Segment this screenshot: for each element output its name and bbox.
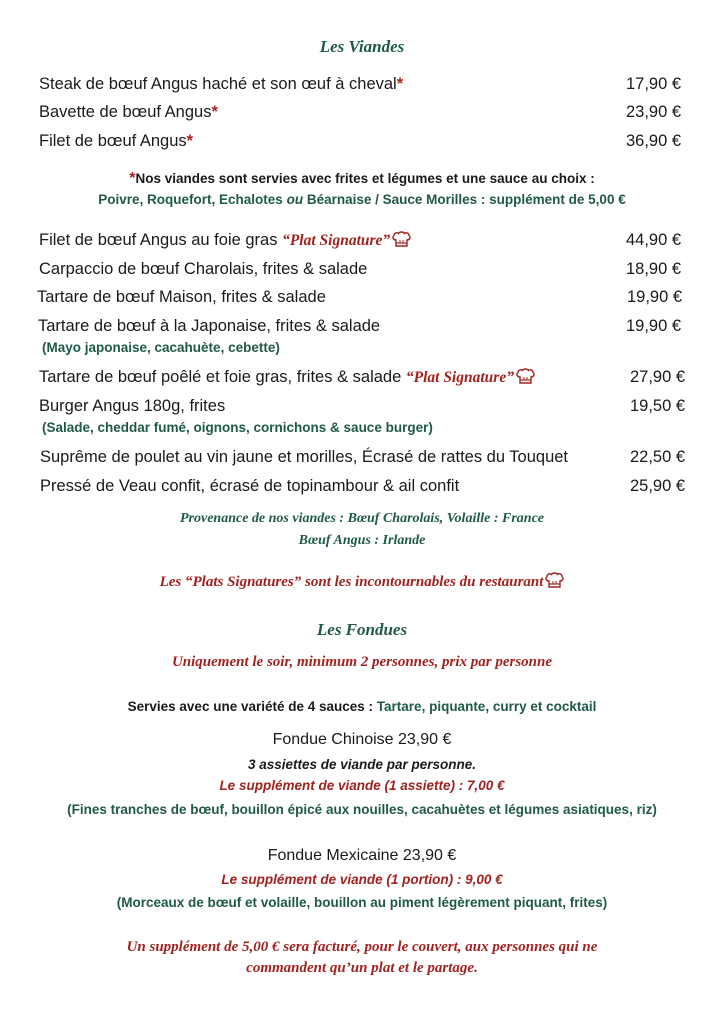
item-price: 23,90 €	[626, 103, 682, 121]
sauce-options-a: Poivre, Roquefort, Echalotes	[98, 192, 287, 207]
fondue-chinoise-name: Fondue Chinoise 23,90 €	[272, 731, 452, 748]
menu-item: Tartare de bœuf Maison, frites & salade	[37, 288, 326, 306]
fondues-subtitle: Uniquement le soir, minimum 2 personnes, prix par personne	[171, 654, 553, 670]
menu-item	[39, 368, 535, 387]
item-name: Steak de bœuf Angus haché et son œuf à cheval	[39, 75, 397, 93]
item-name: Filet de bœuf Angus	[39, 132, 187, 150]
fondue-chinoise-detail: 3 assiettes de viande par personne.	[247, 757, 477, 772]
menu-item	[39, 75, 403, 94]
fondue-mexicaine-desc: (Morceaux de bœuf et volaille, bouillon au piment légèrement piquant, frites)	[116, 895, 608, 910]
item-name: Bavette de bœuf Angus	[39, 103, 212, 121]
item-price: 25,90 €	[630, 477, 686, 495]
sauces-label: Servies avec une variété de 4 sauces :	[127, 699, 377, 714]
star-marker: *	[211, 103, 218, 121]
section-title-viandes: Les Viandes	[319, 37, 405, 56]
couvert-note-line2: commandent qu’un plat et le partage.	[246, 960, 478, 976]
signature-label: “Plat Signature”	[405, 369, 514, 386]
item-name: Tartare de bœuf poêlé et foie gras, frites & salade	[39, 368, 406, 386]
sauces-list: Tartare, piquante, curry et cocktail	[376, 699, 597, 714]
chef-hat-icon	[392, 231, 411, 247]
item-price: 36,90 €	[626, 132, 682, 150]
sauce-options-c: Béarnaise / Sauce Morilles : supplément de 5,00 €	[303, 192, 626, 207]
item-sub: (Salade, cheddar fumé, oignons, cornichons & sauce burger)	[42, 420, 433, 435]
menu-item	[39, 132, 193, 151]
chef-hat-icon	[516, 368, 535, 384]
sauce-note	[0, 170, 724, 188]
sauce-note-line1: Nos viandes sont servies avec frites et légumes et une sauce au choix :	[135, 171, 595, 186]
sauces-line	[0, 698, 724, 716]
menu-item: Burger Angus 180g, frites	[39, 397, 226, 415]
fondue-mexicaine-name: Fondue Mexicaine 23,90 €	[267, 847, 457, 864]
item-sub: (Mayo japonaise, cacahuète, cebette)	[42, 340, 280, 355]
item-price: 27,90 €	[630, 368, 686, 386]
couvert-note-line1: Un supplément de 5,00 € sera facturé, pour le couvert, aux personnes qui ne	[126, 939, 598, 955]
item-price: 22,50 €	[630, 448, 686, 466]
item-price: 19,90 €	[626, 317, 682, 335]
item-price: 44,90 €	[626, 231, 682, 249]
item-price: 17,90 €	[626, 75, 682, 93]
menu-item	[39, 103, 218, 122]
item-price: 19,90 €	[627, 288, 683, 306]
menu-item: Pressé de Veau confit, écrasé de topinambour & ail confit	[40, 477, 460, 495]
chef-hat-icon	[545, 572, 564, 588]
provenance-line1: Provenance de nos viandes : Bœuf Charolais, Volaille : France	[179, 511, 544, 526]
item-price: 18,90 €	[626, 260, 682, 278]
sauce-options-or: ou	[286, 192, 304, 207]
menu-item: Suprême de poulet au vin jaune et morilles, Écrasé de rattes du Touquet	[40, 448, 569, 466]
signatures-note	[0, 572, 724, 591]
menu-item	[39, 231, 411, 250]
fondue-chinoise-supplement: Le supplément de viande (1 assiette) : 7,00 €	[219, 778, 505, 793]
signature-label: “Plat Signature”	[282, 232, 391, 249]
fondue-chinoise-desc: (Fines tranches de bœuf, bouillon épicé aux nouilles, cacahuètes et légumes asiatiques, riz)	[67, 802, 657, 817]
section-title-fondues: Les Fondues	[316, 620, 408, 639]
star-marker: *	[396, 75, 404, 93]
menu-item: Tartare de bœuf à la Japonaise, frites & salade	[38, 317, 381, 335]
provenance-line2: Bœuf Angus : Irlande	[298, 533, 426, 548]
menu-item: Carpaccio de bœuf Charolais, frites & salade	[39, 260, 368, 278]
item-name: Filet de bœuf Angus au foie gras	[39, 231, 283, 249]
star-marker: *	[186, 132, 194, 150]
item-price: 19,50 €	[630, 397, 686, 415]
sauce-options	[0, 192, 724, 207]
signatures-note-text: Les “Plats Signatures” sont les incontournables du restaurant	[159, 574, 544, 590]
star-marker: *	[129, 170, 136, 187]
fondue-mexicaine-supplement: Le supplément de viande (1 portion) : 9,00 €	[221, 872, 503, 887]
